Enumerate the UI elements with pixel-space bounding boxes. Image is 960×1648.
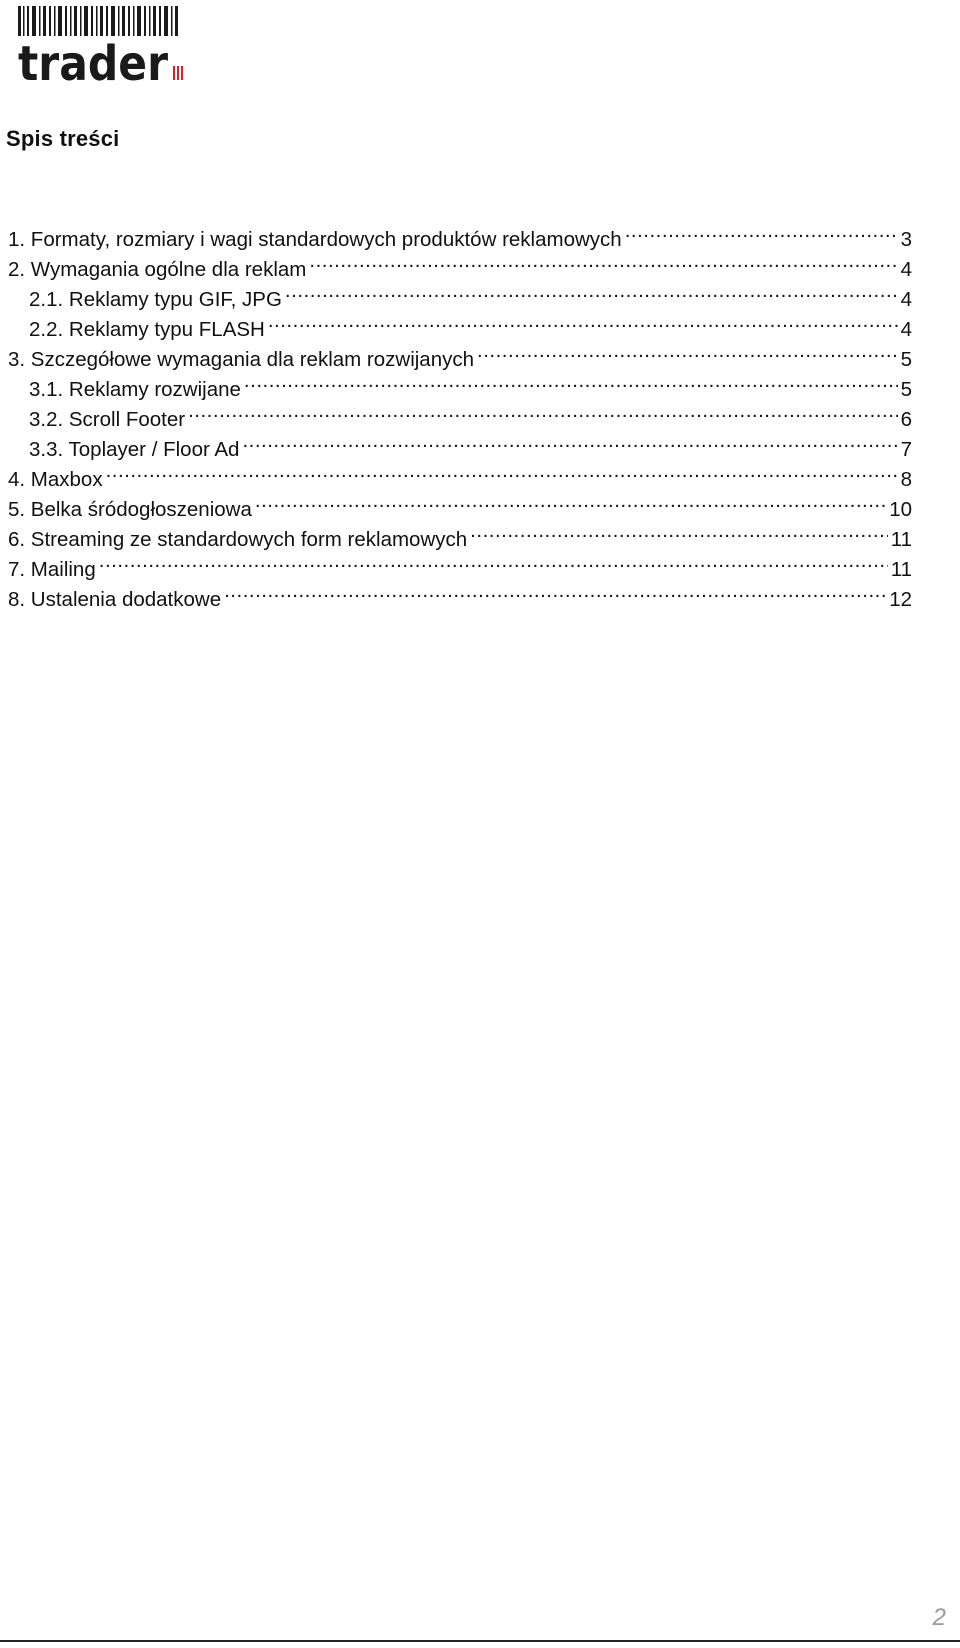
toc-dot-leader [470,516,888,546]
toc-dot-leader [268,306,898,336]
toc-entry-text: 5. Belka śródogłoszeniowa [8,498,252,521]
toc-dot-leader [625,216,898,246]
toc-entry-page: 5 [900,378,912,401]
toc-entry-page: 6 [900,408,912,431]
toc-dot-leader [244,366,898,396]
trader-wordmark: trader [18,36,169,88]
toc-entry[interactable] [8,546,912,581]
toc-entry-text: 3.3. Toplayer / Floor Ad [29,438,240,461]
toc-entry-text: 4. Maxbox [8,468,103,491]
toc-dot-leader [224,576,886,606]
toc-entry-page: 4 [900,288,912,311]
logo-red-accent-icon [173,66,183,80]
toc-entry-text: 3. Szczegółowe wymagania dla reklam rozwijanych [8,348,475,371]
toc-entry-text: 2. Wymagania ogólne dla reklam [8,258,307,281]
trader-logo-graphic [18,6,193,88]
toc-dot-leader [255,486,886,516]
toc-entry[interactable] [8,216,912,251]
toc-title: Spis treści [6,126,120,151]
footer-divider [0,1640,960,1642]
toc-entry-page: 11 [890,558,912,581]
toc-entry-page: 12 [889,588,912,611]
toc-entry-text: 2.2. Reklamy typu FLASH [29,318,265,341]
toc-dot-leader [106,456,898,486]
toc-dot-leader [99,546,888,576]
toc-entry-page: 3 [900,228,912,251]
toc-entry-page: 4 [900,318,912,341]
toc-entry-text: 7. Mailing [8,558,96,581]
toc-entry-text: 3.2. Scroll Footer [29,408,186,431]
barcode-icon [18,6,178,36]
toc-entry-page: 8 [900,468,912,491]
toc-entry-page: 5 [900,348,912,371]
trader-logo [18,6,193,88]
toc-entry[interactable] [8,576,912,611]
table-of-contents [8,216,912,611]
toc-entry-page: 10 [889,498,912,521]
toc-entry-page: 11 [890,528,912,551]
toc-entry-text: 1. Formaty, rozmiary i wagi standardowych produktów reklamowych [8,228,622,251]
page-number: 2 [932,1604,946,1631]
toc-entry-text: 3.1. Reklamy rozwijane [29,378,241,401]
toc-dot-leader [309,246,897,276]
toc-entry[interactable] [8,486,912,521]
toc-entry-page: 4 [900,258,912,281]
toc-entry-text: 2.1. Reklamy typu GIF, JPG [29,288,282,311]
toc-entry-page: 7 [900,438,912,461]
toc-entry-text: 6. Streaming ze standardowych form reklamowych [8,528,468,551]
toc-entry[interactable] [8,456,912,491]
toc-dot-leader [477,336,898,366]
toc-dot-leader [242,426,897,456]
toc-dot-leader [285,276,898,306]
toc-dot-leader [188,396,898,426]
toc-entry-text: 8. Ustalenia dodatkowe [8,588,222,611]
